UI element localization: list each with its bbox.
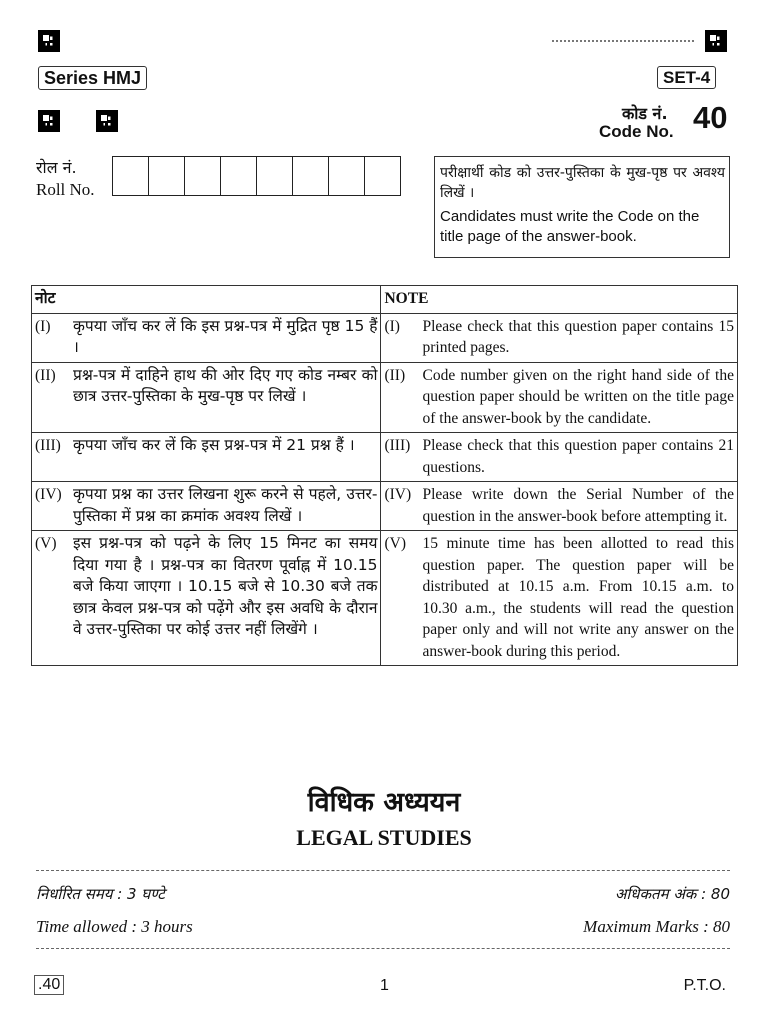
note-text-hindi: इस प्रश्न-पत्र को पढ़ने के लिए 15 मिनट का समय दिया गया है । प्रश्न-पत्र का वितरण पूर्वाह्न में 10.15 बजे किया जाएगा । 10.15 बजे से 10.30 बजे तक छात्र केवल प्रश्न-पत्र को पढ़ेंगे और इस अवधि के दौरान वे उत्तर-पुस्तिका पर कोई उत्तर नहीं लिखेंगे । xyxy=(73,534,378,638)
instruction-english: Candidates must write the Code on the title page of the answer-book. xyxy=(440,208,700,245)
note-text-english: Please check that this question paper contains 15 printed pages. xyxy=(422,317,734,356)
candidate-instruction-box xyxy=(434,156,730,258)
roll-digit-box[interactable] xyxy=(221,157,257,195)
code-number: 40 xyxy=(693,100,728,135)
divider xyxy=(36,948,730,949)
max-marks-hindi: अधिकतम अंक : 80 xyxy=(614,885,730,903)
note-header-hindi: नोट xyxy=(32,286,381,314)
title-hindi: विधिक अध्ययन xyxy=(307,787,461,818)
qr-code-icon xyxy=(705,30,727,52)
instruction-hindi: परीक्षार्थी कोड को उत्तर-पुस्तिका के मुख-पृष्ठ पर अवश्य लिखें । xyxy=(440,165,725,201)
code-label-english: Code No. xyxy=(599,122,674,141)
roll-digit-box[interactable] xyxy=(113,157,149,195)
qr-code-icon xyxy=(96,110,118,132)
code-label-hindi: कोड नं. xyxy=(622,104,668,123)
note-text-english: Please check that this question paper contains 21 questions. xyxy=(422,437,734,476)
note-text-english: Code number given on the right hand side of the question paper should be written on the title page of the answer-book by the candidate. xyxy=(422,366,734,427)
notes-table xyxy=(31,285,738,666)
roll-digit-box[interactable] xyxy=(365,157,400,195)
note-text-hindi: प्रश्न-पत्र में दाहिने हाथ की ओर दिए गए कोड नम्बर को छात्र उत्तर-पुस्तिका के मुख-पृष्ठ पर लिखें । xyxy=(73,365,378,405)
note-header-english: NOTE xyxy=(381,286,738,314)
qr-code-icon xyxy=(38,110,60,132)
note-text-hindi: कृपया प्रश्न का उत्तर लिखना शुरू करने से पहले, उत्तर-पुस्तिका में प्रश्न का क्रमांक अवश्य लिखें । xyxy=(73,485,378,525)
footer-code: .40 xyxy=(34,975,64,995)
series-label: Series HMJ xyxy=(38,68,147,89)
pto-label: P.T.O. xyxy=(683,977,726,994)
roll-label-english: Roll No. xyxy=(36,180,95,199)
divider xyxy=(36,870,730,871)
table-row: (I) कृपया जाँच कर लें कि इस प्रश्न-पत्र में मुद्रित पृष्ठ 15 हैं । (I) Please check that this question paper contains 15 printed pages. xyxy=(32,313,738,362)
roll-number-boxes[interactable] xyxy=(112,156,401,196)
max-marks-english: Maximum Marks : 80 xyxy=(583,917,730,936)
note-text-english: Please write down the Serial Number of the question in the answer-book before attempting it. xyxy=(422,486,734,525)
set-label: SET-4 xyxy=(657,68,716,88)
table-row: (III) कृपया जाँच कर लें कि इस प्रश्न-पत्र में 21 प्रश्न हैं । (III) Please check that this question paper contains 21 questions. xyxy=(32,433,738,482)
page-number: 1 xyxy=(380,977,389,994)
roll-digit-box[interactable] xyxy=(293,157,329,195)
title-english: LEGAL STUDIES xyxy=(296,825,472,850)
time-allowed-hindi: निर्धारित समय : 3 घण्टे xyxy=(36,885,165,903)
roll-digit-box[interactable] xyxy=(329,157,365,195)
roll-label-hindi: रोल नं. xyxy=(36,158,77,177)
roll-digit-box[interactable] xyxy=(149,157,185,195)
roll-digit-box[interactable] xyxy=(257,157,293,195)
qr-code-icon xyxy=(38,30,60,52)
table-row: (IV) कृपया प्रश्न का उत्तर लिखना शुरू करने से पहले, उत्तर-पुस्तिका में प्रश्न का क्रमांक अवश्य लिखें । (IV) Please write down the Serial Number of the question in the answer-book before attempting it. xyxy=(32,482,738,531)
note-text-hindi: कृपया जाँच कर लें कि इस प्रश्न-पत्र में मुद्रित पृष्ठ 15 हैं । xyxy=(73,316,378,356)
roll-digit-box[interactable] xyxy=(185,157,221,195)
note-text-hindi: कृपया जाँच कर लें कि इस प्रश्न-पत्र में 21 प्रश्न हैं । xyxy=(73,436,355,454)
barcode-strip xyxy=(552,40,694,44)
note-text-english: 15 minute time has been allotted to read this question paper. The question paper will be distributed at 10.15 a.m. From 10.15 a.m. to 10.30 a.m., the students will read the question paper only and will not write any answer on the answer-book during this period. xyxy=(422,535,734,660)
time-allowed-english: Time allowed : 3 hours xyxy=(36,917,193,936)
table-row: (II) प्रश्न-पत्र में दाहिने हाथ की ओर दिए गए कोड नम्बर को छात्र उत्तर-पुस्तिका के मुख-पृष्ठ पर लिखें । (II) Code number given on the right hand side of the question paper should be written on the title page of the answer-book by the candidate. xyxy=(32,362,738,433)
table-row: (V) इस प्रश्न-पत्र को पढ़ने के लिए 15 मिनट का समय दिया गया है । प्रश्न-पत्र का वितरण पूर्वाह्न में 10.15 बजे किया जाएगा । 10.15 बजे से 10.30 बजे तक छात्र केवल प्रश्न-पत्र को पढ़ेंगे और इस अवधि के दौरान वे उत्तर-पुस्तिका पर कोई उत्तर नहीं लिखेंगे । (V) 15 minute time has been allotted to read this question paper. The question paper will be distributed at 10.15 a.m. From 10.15 a.m. to 10.30 a.m., the students will read the question paper only and will not write any answer on the answer-book during this period. xyxy=(32,531,738,666)
